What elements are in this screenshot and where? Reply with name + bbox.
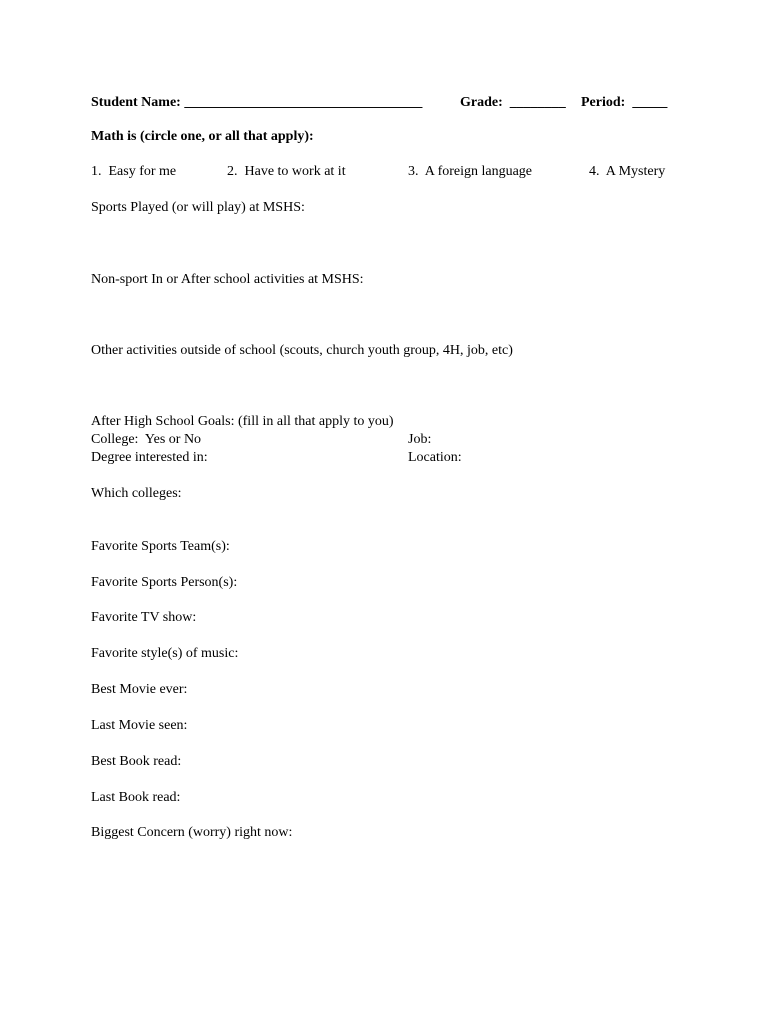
math-option-work[interactable]: 2. Have to work at it bbox=[227, 164, 346, 179]
best-movie-question: Best Movie ever: bbox=[91, 682, 188, 697]
degree-question: Degree interested in: bbox=[91, 450, 208, 465]
period-field[interactable]: Period: _____ bbox=[581, 95, 668, 110]
grade-field[interactable]: Grade: ________ bbox=[460, 95, 566, 110]
location-question: Location: bbox=[408, 450, 462, 465]
last-movie-question: Last Movie seen: bbox=[91, 718, 188, 733]
best-book-question: Best Book read: bbox=[91, 754, 182, 769]
math-option-foreign[interactable]: 3. A foreign language bbox=[408, 164, 533, 179]
student-name-field[interactable]: Student Name: __________________________________ bbox=[91, 95, 423, 110]
sports-question: Sports Played (or will play) at MSHS: bbox=[91, 200, 305, 215]
favorite-music-question: Favorite style(s) of music: bbox=[91, 646, 239, 661]
math-option-mystery[interactable]: 4. A Mystery bbox=[589, 164, 666, 179]
math-prompt: Math is (circle one, or all that apply): bbox=[91, 129, 314, 144]
biggest-concern-question: Biggest Concern (worry) right now: bbox=[91, 825, 293, 840]
goals-title: After High School Goals: (fill in all that apply to you) bbox=[91, 414, 394, 429]
favorite-person-question: Favorite Sports Person(s): bbox=[91, 575, 238, 590]
job-question: Job: bbox=[408, 432, 432, 447]
college-question: College: Yes or No bbox=[91, 432, 202, 447]
which-colleges-question: Which colleges: bbox=[91, 486, 182, 501]
math-option-easy[interactable]: 1. Easy for me bbox=[91, 164, 177, 179]
other-activities-question: Other activities outside of school (scouts, church youth group, 4H, job, etc) bbox=[91, 343, 513, 358]
favorite-team-question: Favorite Sports Team(s): bbox=[91, 539, 230, 554]
last-book-question: Last Book read: bbox=[91, 790, 181, 805]
non-sport-question: Non-sport In or After school activities at MSHS: bbox=[91, 272, 364, 287]
favorite-tv-question: Favorite TV show: bbox=[91, 610, 197, 625]
